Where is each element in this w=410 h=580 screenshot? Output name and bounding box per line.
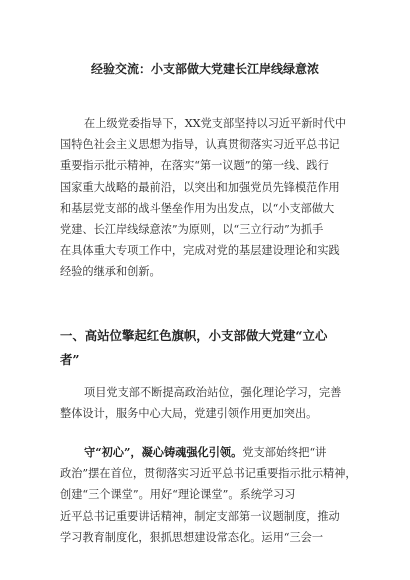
intro-paragraph [60,113,354,283]
intro-line: 重要指示批示精神，在落实“第一议题”的第一线、践行 [60,159,329,173]
subsection-lead: 守“初心”，凝心铸魂强化引领。 [84,445,243,459]
intro-line: 党建、长江岸线绿意浓”为原则，以“三立行动”为抓手 [60,223,324,237]
intro-line: 国家重大战略的最前沿，以突出和加强党员先锋模范作用 [60,180,340,194]
subsection-line: 创建“三个课堂”。用好“理论课堂”。系统学习习 [60,488,296,502]
intro-line: 在具体重大专项工作中，完成对党的基层建设理论和实践 [60,244,340,258]
intro-line: 和基层党支部的战斗堡垒作用为出发点，以“小支部做大 [60,201,335,215]
intro-line: 在上级党委指导下，XX党支部坚持以习近平新时代中 [84,117,347,130]
section-line: 项目党支部不断提高政治站位，强化理论学习，完善 [84,386,342,399]
subsection-first-line [60,442,354,463]
section-heading [60,324,354,372]
subsection-line: 近平总书记重要讲话精神，制定支部第一议题制度，推动 [60,509,340,523]
section-heading-line: 一、高站位擎起红色旗帜，小支部做大党建“立心 [60,328,328,343]
subsection-line: 学习教育制度化，狠抓思想建设常态化。运用“三会一 [60,530,324,544]
section-paragraph [60,382,354,424]
intro-line: 国特色社会主义思想为指导，认真贯彻落实习近平总书记 [60,138,340,152]
subsection-paragraph [60,442,357,548]
section-heading-line: 者” [60,352,80,367]
subsection-line: 政治”摆在首位，贯彻落实习近平总书记重要指示批示精神， [60,467,357,481]
intro-line: 经验的继承和创新。 [60,265,161,279]
subsection-first-line-rest: 党支部始终把“讲 [242,446,327,459]
document-title: 经验交流：小支部做大党建长江岸线绿意浓 [90,62,319,76]
section-line: 整体设计，服务中心大局，党建引领作用更加突出。 [60,407,318,421]
